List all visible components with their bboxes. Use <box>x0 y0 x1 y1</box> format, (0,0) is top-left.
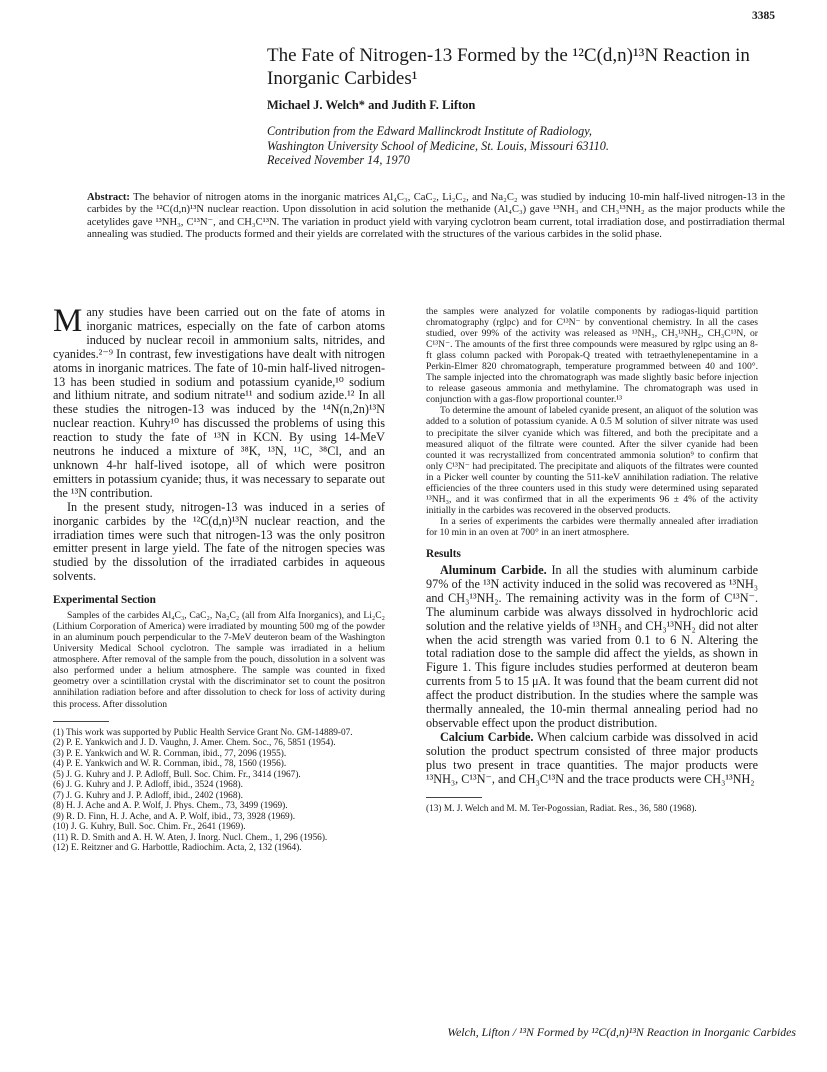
affiliation-line: Contribution from the Edward Mallinckrodt Institute of Radiology, <box>267 124 592 138</box>
footnote: (1) This work was supported by Public Health Service Grant No. GM-14889-07. <box>53 727 353 738</box>
abstract-label: Abstract: <box>87 192 130 203</box>
aluminum-carbide-paragraph <box>426 564 758 731</box>
left-column <box>53 303 385 854</box>
page-number: 3385 <box>752 10 775 22</box>
footnote: (9) R. D. Finn, H. J. Ache, and A. P. Wolf, ibid., 73, 3928 (1969). <box>53 811 296 822</box>
footnote: (7) J. G. Kuhry and J. P. Adloff, ibid., 2402 (1968). <box>53 790 243 801</box>
intro-text: any studies have been carried out on the fate of atoms in inorganic matrices, especially on the fate of carbon atoms induced by nuclear recoil in ammonium salts, nitrides, and cyanides.²⁻⁹ In contrast, few investigations have dealt with nitrogen atoms in inorganic matrices. The fate of 10-min half-lived nitrogen-13 has been studied in sodium and potassium cyanide,¹⁰ sodium and lithium nitrate, and sodium nitrate¹¹ and sodium azide.¹² In all these studies the nitrogen-13 was induced by the ¹⁴N(n,2n)¹³N nuclear reaction. Kuhry¹⁰ has discussed the problems of using this reaction to study the fate of ¹³N in KCN. By using 14-MeV neutrons he induced a mixture of ³⁸K, ¹³N, ¹¹C, ³⁸Cl, and an unknown 4-hr half-lived isotope, all of which were positron emitters in potassium cyanide; thus, it was necessary to separate out the ¹³N contribution. <box>53 305 385 500</box>
footnote: (4) P. E. Yankwich and W. R. Cornman, ibid., 78, 1560 (1956). <box>53 759 287 770</box>
footnote: (12) E. Reitzner and G. Harbottle, Radiochim. Acta, 2, 132 (1964). <box>53 843 302 854</box>
abstract <box>87 192 785 242</box>
runin-heading: Calcium Carbide. <box>440 729 534 744</box>
footnote: (10) J. G. Kuhry, Bull. Soc. Chim. Fr., 2641 (1969). <box>53 822 246 833</box>
annealing-paragraph: In a series of experiments the carbides were thermally annealed after irradiation for 10 min in an oven at 700° in an inert atmosphere. <box>426 515 758 538</box>
intro-paragraph-2: In the present study, nitrogen-13 was induced in a series of inorganic carbides by the ¹²C(d,n)¹³N nuclear reaction, and the irradiation times were such that nitrogen-13 was the only positron emitter present in large yield. The fate of the nitrogen species was studied by the dissolution of the irradiated carbides in aqueous solvents. <box>53 499 385 584</box>
running-footer: Welch, Lifton / ¹³N Formed by ¹²C(d,n)¹³N Reaction in Inorganic Carbides <box>447 1025 796 1039</box>
footnote-rule <box>426 797 482 798</box>
article-title: The Fate of Nitrogen-13 Formed by the ¹²C(d,n)¹³N Reaction in Inorganic Carbides¹ <box>267 45 750 89</box>
section-heading-results: Results <box>426 547 461 560</box>
cyanide-paragraph: To determine the amount of labeled cyanide present, an aliquot of the solution was added to a solution of potassium cyanide. A 0.5 M solution of silver nitrate was used to precipitate the silver cyanide which was filtered, and both the precipitate and a measured aliquot of the filtrate were counted. After the silver cyanide had been counted it was recrystallized from concentrated ammonia solution⁹ to confirm that only C¹³N⁻ had precipitated. The precipitate and aliquots of the filtrates were counted in a Picker well counter by counting the 511-keV annihilation radiation. The relative efficiencies of the three counters used in this study were determined using separated ¹³NH₃, and it was confirmed that in all the experiments 96 ± 4% of the activity initially in the carbides was recovered in the observed products. <box>426 405 758 516</box>
footnote: (8) H. J. Ache and A. P. Wolf, J. Phys. Chem., 73, 3499 (1969). <box>53 801 288 812</box>
calcium-carbide-paragraph <box>426 731 758 787</box>
section-heading-experimental: Experimental Section <box>53 594 156 607</box>
affiliation <box>267 124 787 168</box>
footnotes <box>53 728 385 854</box>
calcium-carbide-text: When calcium carbide was dissolved in acid solution the product spectrum consisted of three major products plus two present in trace quantities. The major products were ¹³NH₃, C¹³N⁻, and CH₃C¹³N and the trace products were CH₃¹³NH₂ <box>426 729 758 786</box>
drop-cap: M <box>53 303 83 339</box>
footnote: (2) P. E. Yankwich and J. D. Vaughn, J. Amer. Chem. Soc., 76, 5851 (1954). <box>53 738 336 749</box>
authors: Michael J. Welch* and Judith F. Lifton <box>267 98 476 112</box>
footnote: (11) R. D. Smith and A. H. W. Aten, J. Inorg. Nucl. Chem., 1, 296 (1956). <box>53 832 328 843</box>
footnote: (6) J. G. Kuhry and J. P. Adloff, ibid., 3524 (1968). <box>53 780 243 791</box>
footnote: (5) J. G. Kuhry and J. P. Adloff, Bull. Soc. Chim. Fr., 3414 (1967). <box>53 769 301 780</box>
method-paragraph: the samples were analyzed for volatile components by radiogas-liquid partition chromatography (rglpc) and for C¹³N⁻ by conventional chemistry. In all the cases studied, over 99% of the activity was released as ¹³NH₃, CH₃¹³NH₂, CH₃C¹³N, or C¹³N⁻. The amounts of the first three compounds were measured by rglpc using an 8-ft glass column packed with Poropak-Q treated with tetraethylenepentamine in a Perkin-Elmer 820 chromatograph, temperature programmed between 40 and 100°. The sample injected into the chromatograph was made slightly basic before injection to release gaseous ammonia and methylamine. The chromatograph was used in conjunction with a gas-flow proportional counter.¹³ <box>426 306 758 406</box>
aluminum-carbide-text: In all the studies with aluminum carbide 97% of the ¹³N activity induced in the solid was recovered as ¹³NH₃ and CH₃¹³NH₂. The remaining activity was in the form of C¹³N⁻. The aluminum carbide was always dissolved in hydrochloric acid solution and the relative yields of ¹³NH₃ and CH₃¹³NH₂ did not alter when the acid strength was varied from 0.1 to 6 N. Altering the total radiation dose to the sample did affect the yields, as shown in Figure 1. This figure includes studies performed at deuteron beam currents from 5 to 15 μA. It was found that the beam current did not affect the product distribution. In the studies where the sample was thermally annealed, the 10-min thermal annealing period had no observable effect upon the product distribution. <box>426 562 759 730</box>
experimental-text: Samples of the carbides Al₄C₃, CaC₂, Na₂C₂ (all from Alfa Inorganics), and Li₂C₂ (Lithium Corporation of America) were irradiated by mounting 500 mg of the powder in an aluminum pouch perpendicular to the 7-MeV deuteron beam of the Washington University Medical School cyclotron. The sample was irradiated in a helium atmosphere. After removal of the sample from the pouch, dissolution in a solvent was also performed under a helium atmosphere. The sample was counted in fixed geometry over a scintillation crystal with the discriminator set to count the positron annihilation radiation before and after dissolution to check for loss of activity during this process. After dissolution <box>53 610 385 710</box>
footnote: (3) P. E. Yankwich and W. R. Cornman, ibid., 77, 2096 (1955). <box>53 748 287 759</box>
runin-heading: Aluminum Carbide. <box>440 562 547 577</box>
affiliation-line: Washington University School of Medicine, St. Louis, Missouri 63110. <box>267 138 609 153</box>
intro-paragraph <box>53 303 385 501</box>
abstract-text: The behavior of nitrogen atoms in the inorganic matrices Al₄C₃, CaC₂, Li₂C₂, and Na₂C₂ was studied by inducing 10-min half-lived nitrogen-13 in the carbides by the ¹²C(d,n)¹³N nuclear reaction. Upon dissolution in acid solution the methanide (Al₄C₃) gave ¹³NH₃ and CH₃¹³NH₂ as the major products while the acetylides gave ¹³NH₃, C¹³N⁻, and CH₃C¹³N. The variation in product yield with varying cyclotron beam current, total irradiation dose, and postirradiation thermal annealing was studied. The products formed and their yields are correlated with the structures of the various carbides in the solid phase. <box>87 192 785 241</box>
footnote: (13) M. J. Welch and M. M. Ter-Pogossian, Radiat. Res., 36, 580 (1968). <box>426 804 697 815</box>
right-column <box>426 306 758 815</box>
received-date: Received November 14, 1970 <box>267 153 410 167</box>
footnote-rule <box>53 721 109 722</box>
